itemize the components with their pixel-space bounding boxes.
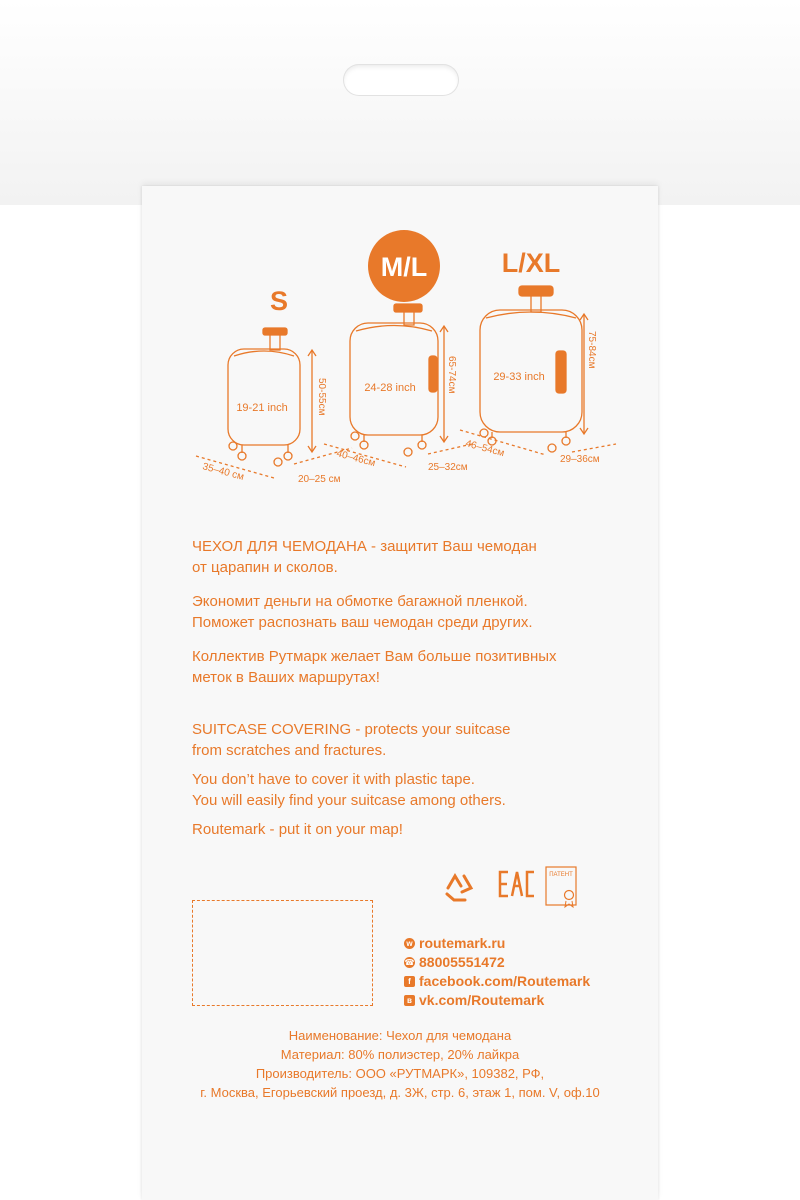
en-description — [192, 719, 632, 840]
patent-icon — [546, 867, 576, 907]
en-p2-line1: You don’t have to cover it with plastic tape. — [192, 771, 475, 788]
left-flap — [0, 205, 142, 1200]
size-label-ml: M/L — [380, 252, 428, 282]
depth-label-lxl: 29–36см — [560, 454, 600, 465]
en-p1-line2: from scratches and fractures. — [192, 742, 387, 759]
width-label-lxl: 46–54см — [464, 438, 506, 460]
eac-mark-icon — [500, 872, 534, 896]
product-info-footer — [142, 1026, 658, 1102]
inch-label-s: 19-21 inch — [236, 402, 288, 414]
contact-facebook[interactable]: f facebook.com/Routemark — [404, 972, 644, 991]
en-p3-line1: Routemark - put it on your map! — [192, 821, 403, 838]
svg-text:ПАТЕНТ: ПАТЕНТ — [549, 872, 573, 878]
ru-p2-line2: Поможет распознать ваш чемодан среди других. — [192, 614, 533, 631]
web-icon: w — [404, 938, 415, 949]
footer-line-material: Материал: 80% полиэстер, 20% лайкра — [280, 1047, 520, 1062]
hang-hole — [343, 64, 459, 96]
footer-line-address: г. Москва, Егорьевский проезд, д. 3Ж, стр. 6, этаж 1, пом. V, оф.10 — [200, 1085, 600, 1100]
height-label-lxl: 75-84см — [586, 331, 597, 369]
height-label-ml: 65-74см — [446, 356, 457, 394]
ru-product-name: ЧЕХОЛ ДЛЯ ЧЕМОДАНА — [192, 538, 367, 555]
ru-p3-line2: меток в Ваших маршрутах! — [192, 669, 380, 686]
footer-line-manufacturer: Производитель: ООО «РУТМАРК», 109382, РФ, — [255, 1066, 545, 1081]
facebook-icon: f — [404, 976, 415, 987]
size-label-lxl: L/XL — [501, 248, 561, 278]
phone-icon: ☎ — [404, 958, 415, 967]
size-label-s: S — [269, 286, 289, 316]
ru-description — [192, 536, 632, 688]
size-chart — [142, 186, 658, 516]
contact-website[interactable]: w routemark.ru — [404, 934, 644, 953]
vk-icon: в — [404, 995, 415, 1006]
recycle-icon — [447, 876, 471, 900]
right-flap — [658, 205, 800, 1200]
inch-label-ml: 24-28 inch — [364, 382, 416, 394]
depth-label-s: 20–25 см — [298, 474, 341, 485]
header-panel — [0, 0, 800, 205]
depth-label-ml: 25–32см — [428, 462, 468, 473]
ru-p2-line1: Экономит деньги на обмотке багажной пленкой. — [192, 593, 528, 610]
contacts — [404, 934, 644, 1010]
certification-badges — [438, 862, 598, 912]
en-product-name: SUITCASE COVERING — [192, 721, 352, 738]
ru-p3-line1: Коллектив Рутмарк желает Вам больше позитивных — [192, 648, 557, 665]
height-label-s: 50-55см — [316, 378, 327, 416]
en-p2-line2: You will easily find your suitcase among others. — [192, 792, 506, 809]
ru-p1-rest: - защитит Ваш чемодан — [366, 538, 537, 555]
sticker-placeholder — [192, 900, 373, 1006]
contact-phone[interactable]: ☎ 88005551472 — [404, 954, 505, 970]
footer-line-name: Наименование: Чехол для чемодана — [288, 1028, 512, 1043]
width-label-ml: 40–46см — [335, 448, 377, 470]
en-p1-rest: - protects your suitcase — [351, 721, 511, 738]
contact-vk[interactable]: в vk.com/Routemark — [404, 991, 644, 1010]
ru-p1-line2: от царапин и сколов. — [192, 559, 338, 576]
inch-label-lxl: 29-33 inch — [493, 371, 545, 383]
package-card — [142, 186, 658, 1200]
width-label-s: 35–40 см — [201, 461, 246, 483]
